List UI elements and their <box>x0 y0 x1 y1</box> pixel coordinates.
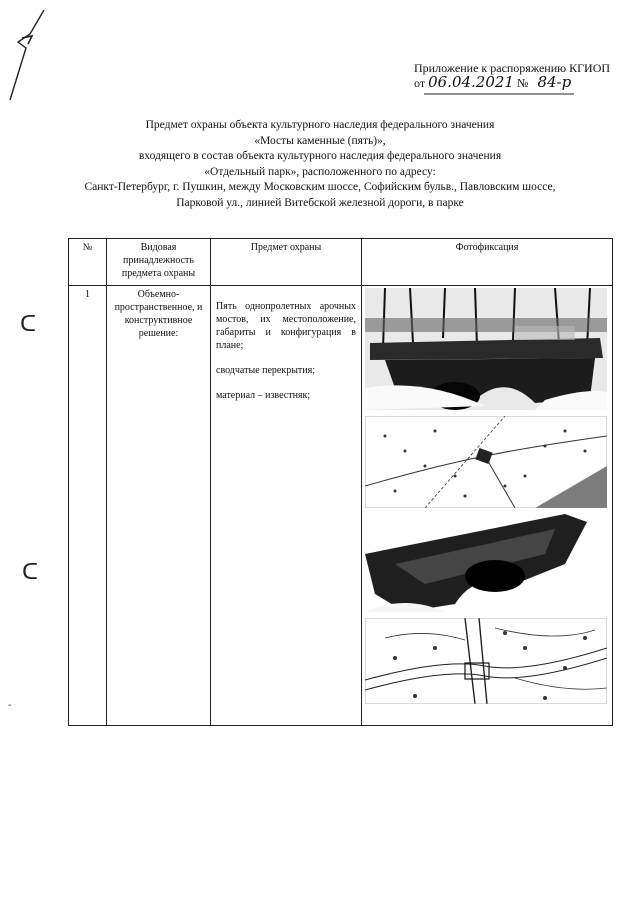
site-plan-2 <box>365 618 607 704</box>
table-row <box>69 286 613 726</box>
subject-item-1: Пять однопролетных арочных мостов, их местоположение, габариты и конфигурация в плане; <box>216 301 356 351</box>
header-subject: Предмет охраны <box>211 239 362 286</box>
header-num: № <box>69 239 107 286</box>
protection-subject-table <box>68 238 613 726</box>
bridge-winter-photo <box>365 288 607 410</box>
row-type: Объемно-пространственное, и конструктивное решение: <box>107 286 211 726</box>
header-type: Видовая принадлежность предмета охраны <box>107 239 211 286</box>
edge-dash: - <box>8 700 12 711</box>
heading-line-3: входящего в состав объекта культурного наследия федерального значения <box>138 150 502 162</box>
row-subject <box>211 286 362 726</box>
row-num: 1 <box>69 286 107 726</box>
number-prefix: № <box>516 76 529 90</box>
subject-item-3: материал – известняк; <box>216 390 311 401</box>
binder-hole-mark-bottom: ᑕ <box>22 560 39 585</box>
heading-line-5: Санкт-Петербург, г. Пушкин, между Московским шоссе, Софийским бульв., Павловским шоссе, <box>84 181 556 193</box>
document-heading <box>40 118 600 211</box>
row-photos <box>362 286 613 726</box>
date-underline <box>424 91 574 97</box>
pen-mark <box>0 0 60 110</box>
table-header-row <box>69 239 613 286</box>
binder-hole-mark-top: ᑕ <box>20 312 37 337</box>
heading-line-1: Предмет охраны объекта культурного наследия федерального значения <box>145 119 495 131</box>
subject-item-2: сводчатые перекрытия; <box>216 365 316 376</box>
date-prefix: от <box>414 76 426 90</box>
heading-line-4: «Отдельный парк», расположенного по адресу: <box>204 165 436 178</box>
header-photo: Фотофиксация <box>362 239 613 286</box>
appendix-reference <box>414 61 610 97</box>
handwritten-number: 84-р <box>537 73 572 91</box>
site-plan-1 <box>365 416 607 508</box>
bridge-arch-photo <box>365 514 607 612</box>
handwritten-date: 06.04.2021 <box>428 73 514 91</box>
appendix-label: Приложение к распоряжению КГИОП <box>414 61 611 75</box>
heading-line-2: «Мосты каменные (пять)», <box>254 134 386 147</box>
heading-line-6: Парковой ул., линией Витебской железной дороги, в парке <box>176 196 464 209</box>
